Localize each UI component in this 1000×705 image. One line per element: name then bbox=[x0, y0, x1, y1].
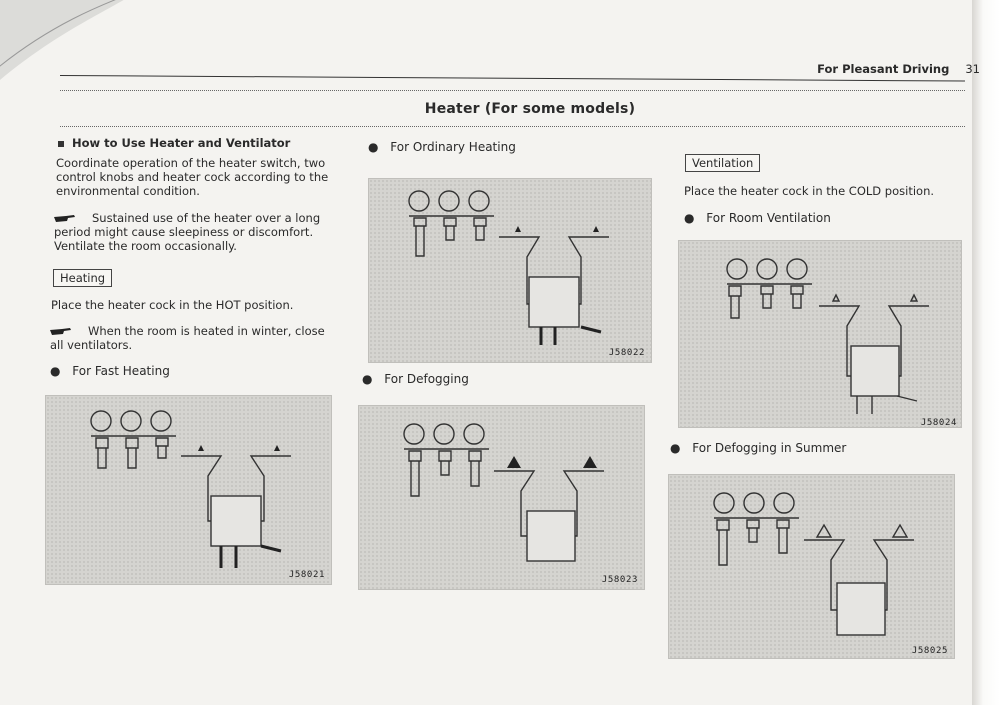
pointing-hand-icon bbox=[54, 214, 76, 223]
figure-room-ventilation bbox=[678, 240, 962, 428]
heater-diagram bbox=[669, 475, 954, 658]
page-edge bbox=[972, 0, 1000, 705]
figure-ordinary-heating bbox=[368, 178, 652, 363]
dotted-rule-top bbox=[60, 90, 965, 91]
heating-instruction: Place the heater cock in the HOT position. bbox=[51, 298, 294, 312]
figure-code: J58022 bbox=[608, 348, 645, 358]
defogging-caption: ● For Defogging bbox=[362, 372, 469, 386]
fast-heating-caption: ● For Fast Heating bbox=[50, 364, 170, 378]
room-ventilation-caption: ● For Room Ventilation bbox=[684, 211, 831, 225]
figure-code: J58021 bbox=[288, 570, 325, 580]
intro-paragraph: Coordinate operation of the heater switch, two control knobs and heater cock according to the environmental condition. bbox=[56, 156, 329, 198]
dotted-rule-bottom bbox=[60, 126, 965, 127]
figure-defogging bbox=[358, 405, 645, 590]
heater-diagram bbox=[359, 406, 644, 589]
pointing-hand-icon bbox=[50, 327, 72, 336]
ventilation-label: Ventilation bbox=[685, 154, 760, 172]
heating-label: Heating bbox=[53, 269, 112, 287]
defog-summer-caption: ● For Defogging in Summer bbox=[670, 441, 847, 455]
ordinary-heating-caption: ● For Ordinary Heating bbox=[368, 140, 516, 154]
figure-code: J58023 bbox=[601, 575, 638, 585]
figure-defog-summer bbox=[668, 474, 955, 659]
heater-diagram bbox=[46, 396, 331, 584]
note-paragraph: When the room is heated in winter, close all ventilators. bbox=[50, 324, 325, 352]
ventilation-instruction: Place the heater cock in the COLD position. bbox=[684, 184, 935, 198]
figure-fast-heating bbox=[45, 395, 332, 585]
page-curl bbox=[0, 0, 140, 85]
page-number: 31 bbox=[965, 62, 980, 76]
section-heading: How to Use Heater and Ventilator bbox=[58, 136, 290, 150]
section-title: For Pleasant Driving bbox=[817, 62, 950, 76]
figure-code: J58025 bbox=[911, 646, 948, 656]
running-head bbox=[780, 62, 980, 76]
heater-diagram bbox=[679, 241, 961, 427]
heater-diagram bbox=[369, 179, 651, 362]
page-title: Heater (For some models) bbox=[424, 101, 636, 117]
caution-paragraph: Sustained use of the heater over a long period might cause sleepiness or discomfort. Ventilate the room occasionally. bbox=[54, 211, 321, 253]
square-bullet-icon bbox=[58, 141, 64, 147]
figure-code: J58024 bbox=[920, 418, 957, 428]
